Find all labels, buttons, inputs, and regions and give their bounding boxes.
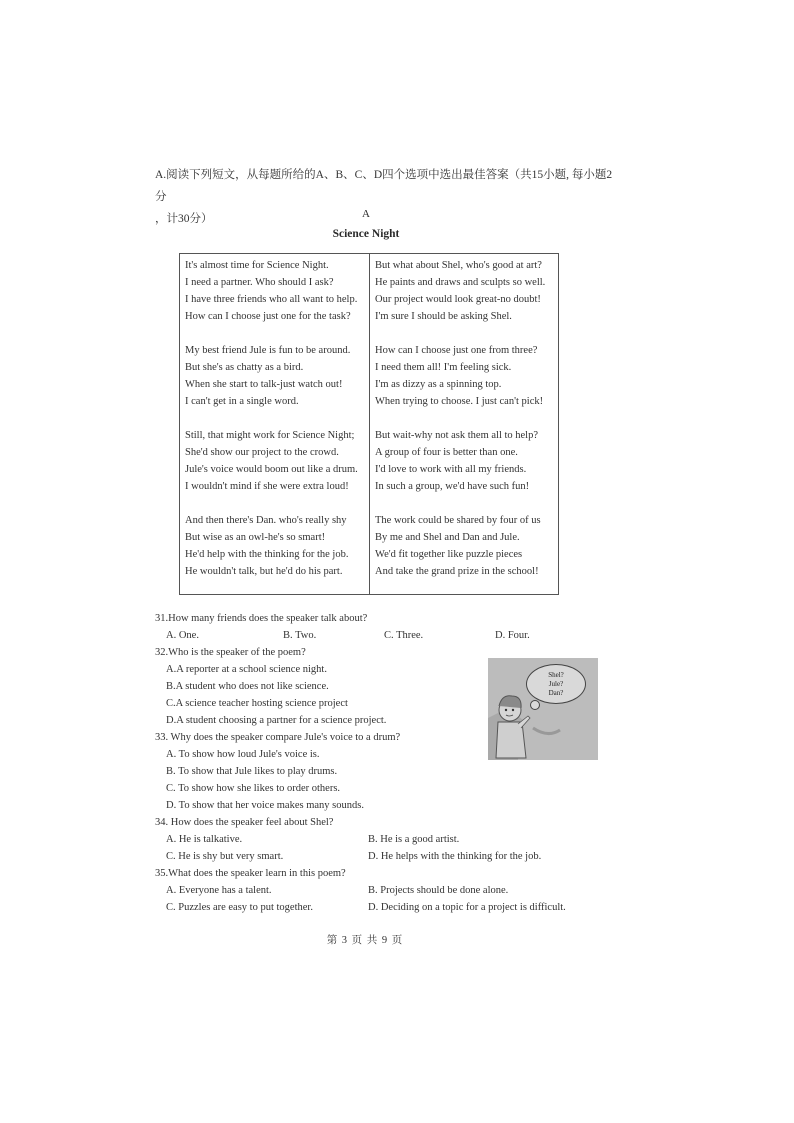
poem-line: My best friend Jule is fun to be around. bbox=[185, 345, 351, 356]
options-row bbox=[155, 882, 595, 899]
poem-stanza bbox=[375, 427, 558, 495]
option-c: C.A science teacher hosting science project bbox=[166, 698, 348, 709]
poem-line: I have three friends who all want to help. bbox=[185, 294, 358, 305]
poem-line: He paints and draws and sculpts so well. bbox=[375, 277, 546, 288]
options-row bbox=[155, 831, 595, 848]
page-number: 第 3 页 共 9 页 bbox=[326, 935, 404, 946]
options-row bbox=[155, 899, 595, 916]
bubble-line: Jule? bbox=[548, 680, 564, 688]
poem-stanza bbox=[185, 512, 369, 580]
poem-line: But wait-why not ask them all to help? bbox=[375, 430, 539, 441]
option-d: D. Four. bbox=[495, 630, 530, 641]
question-stem: 33. Why does the speaker compare Jule's voice to a drum? bbox=[155, 732, 401, 743]
section-instructions bbox=[155, 164, 615, 230]
option-b: B. To show that Jule likes to play drums. bbox=[166, 766, 338, 777]
question-31 bbox=[155, 610, 595, 644]
option-a: A.A reporter at a school science night. bbox=[166, 664, 327, 675]
child-thinking-illustration bbox=[488, 658, 598, 760]
poem-line: When trying to choose. I just can't pick! bbox=[375, 396, 544, 407]
poem-line: The work could be shared by four of us bbox=[375, 515, 541, 526]
option-b: B. Two. bbox=[283, 630, 317, 641]
poem-line: When she start to talk-just watch out! bbox=[185, 379, 343, 390]
option-c: C. He is shy but very smart. bbox=[166, 851, 284, 862]
poem-line: Our project would look great-no doubt! bbox=[375, 294, 541, 305]
poem-stanza bbox=[185, 257, 369, 325]
poem-line: But what about Shel, who's good at art? bbox=[375, 260, 542, 271]
poem-box bbox=[179, 253, 559, 595]
bubble-line: Dan? bbox=[548, 689, 564, 697]
poem-title: Science Night bbox=[332, 228, 400, 240]
poem-line: By me and Shel and Dan and Jule. bbox=[375, 532, 520, 543]
option-b: B. Projects should be done alone. bbox=[368, 885, 509, 896]
option-b: B. He is a good artist. bbox=[368, 834, 460, 845]
poem-left-column bbox=[180, 254, 369, 594]
option-c: C. Puzzles are easy to put together. bbox=[166, 902, 313, 913]
option-d: D. He helps with the thinking for the job. bbox=[368, 851, 542, 862]
question-stem: 35.What does the speaker learn in this poem? bbox=[155, 868, 346, 879]
poem-line: He wouldn't talk, but he'd do his part. bbox=[185, 566, 343, 577]
poem-line: I wouldn't mind if she were extra loud! bbox=[185, 481, 349, 492]
bubble-line: Shel? bbox=[548, 671, 564, 679]
poem-stanza bbox=[375, 512, 558, 580]
poem-line: I need a partner. Who should I ask? bbox=[185, 277, 334, 288]
poem-line: Jule's voice would boom out like a drum. bbox=[185, 464, 358, 475]
option-d: D.A student choosing a partner for a science project. bbox=[166, 715, 387, 726]
instructions-line-2: ，计30分） bbox=[155, 213, 213, 225]
option-c: C. To show how she likes to order others. bbox=[166, 783, 341, 794]
option-a: A. He is talkative. bbox=[166, 834, 243, 845]
option-a: A. To show how loud Jule's voice is. bbox=[166, 749, 320, 760]
poem-line: In such a group, we'd have such fun! bbox=[375, 481, 530, 492]
poem-line: A group of four is better than one. bbox=[375, 447, 518, 458]
option-c: C. Three. bbox=[384, 630, 424, 641]
poem-line: Still, that might work for Science Night; bbox=[185, 430, 355, 441]
poem-line: She'd show our project to the crowd. bbox=[185, 447, 339, 458]
poem-stanza bbox=[375, 342, 558, 410]
question-stem: 31.How many friends does the speaker talk about? bbox=[155, 613, 368, 624]
question-34 bbox=[155, 814, 595, 865]
question-stem: 32.Who is the speaker of the poem? bbox=[155, 647, 306, 658]
thought-bubble bbox=[526, 664, 586, 704]
poem-line: I'd love to work with all my friends. bbox=[375, 464, 527, 475]
poem-line: I'm sure I should be asking Shel. bbox=[375, 311, 512, 322]
poem-stanza bbox=[375, 257, 558, 325]
poem-line: And then there's Dan. who's really shy bbox=[185, 515, 347, 526]
options-row bbox=[155, 627, 595, 644]
question-35 bbox=[155, 865, 595, 916]
poem-line: How can I choose just one for the task? bbox=[185, 311, 351, 322]
option-d: D. Deciding on a topic for a project is difficult. bbox=[368, 902, 566, 913]
thought-bubble-tail bbox=[530, 700, 540, 710]
question-stem: 34. How does the speaker feel about Shel? bbox=[155, 817, 334, 828]
poem-line: How can I choose just one from three? bbox=[375, 345, 538, 356]
questions-section bbox=[155, 610, 595, 916]
option-b: B.A student who does not like science. bbox=[166, 681, 329, 692]
option-a: A. One. bbox=[166, 630, 199, 641]
poem-right-column bbox=[369, 254, 558, 594]
poem-line: And take the grand prize in the school! bbox=[375, 566, 539, 577]
poem-line: He'd help with the thinking for the job. bbox=[185, 549, 349, 560]
poem-line: We'd fit together like puzzle pieces bbox=[375, 549, 523, 560]
poem-stanza bbox=[185, 427, 369, 495]
poem-line: I'm as dizzy as a spinning top. bbox=[375, 379, 502, 390]
instructions-line-1: A.阅读下列短文，从每题所给的A、B、C、D四个选项中选出最佳答案（共15小题, 每小题2分 bbox=[155, 169, 613, 203]
poem-stanza bbox=[185, 342, 369, 410]
poem-line: It's almost time for Science Night. bbox=[185, 260, 329, 271]
poem-line: I can't get in a single word. bbox=[185, 396, 299, 407]
poem-line: But wise as an owl-he's so smart! bbox=[185, 532, 326, 543]
option-d: D. To show that her voice makes many sounds. bbox=[166, 800, 364, 811]
option-a: A. Everyone has a talent. bbox=[166, 885, 272, 896]
poem-line: But she's as chatty as a bird. bbox=[185, 362, 304, 373]
passage-letter: A bbox=[362, 208, 370, 220]
poem-line: I need them all! I'm feeling sick. bbox=[375, 362, 512, 373]
options-row bbox=[155, 848, 595, 865]
